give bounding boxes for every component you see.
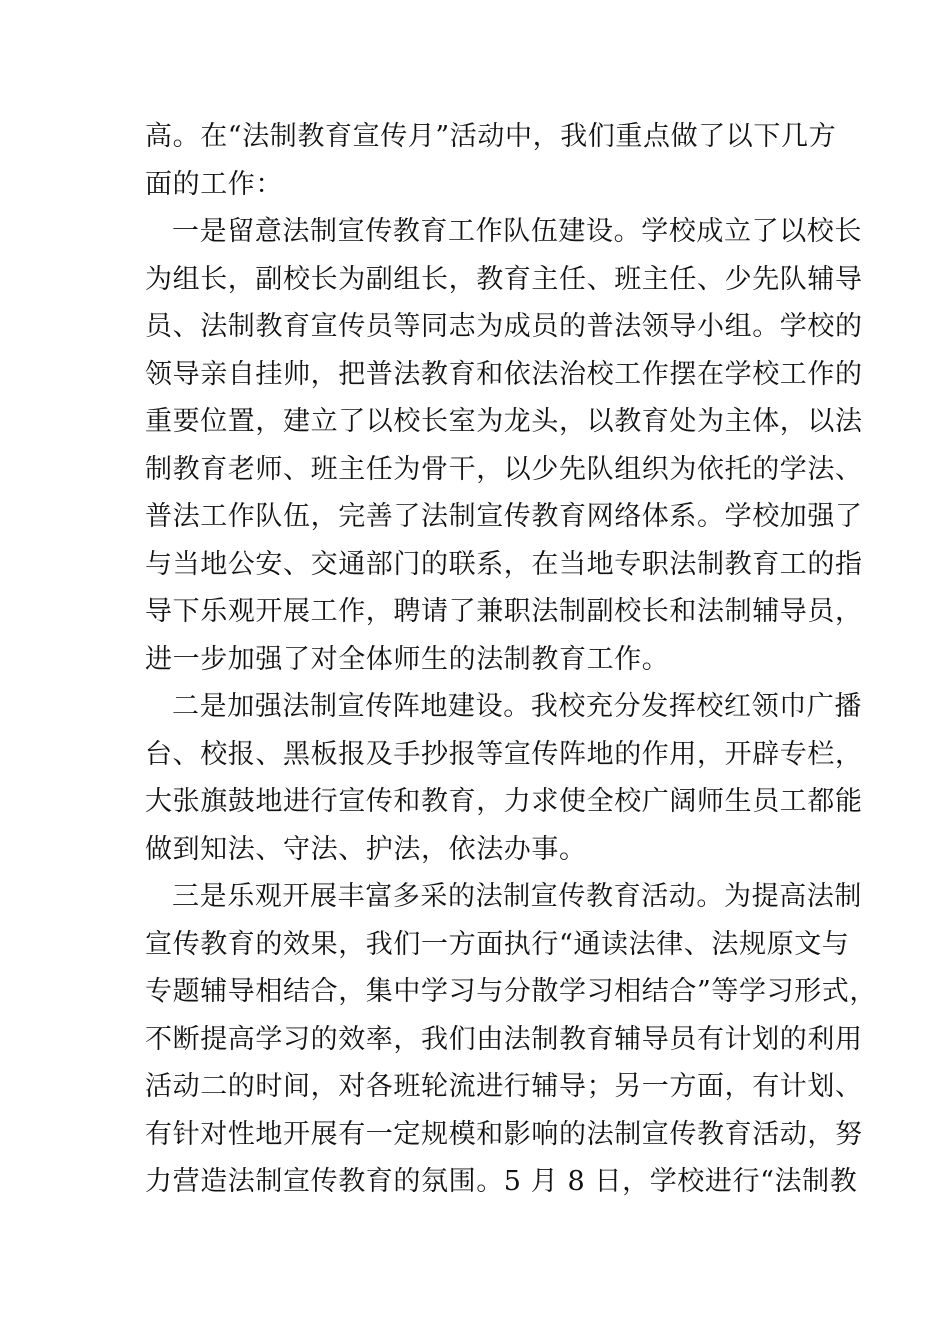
- text-line: 为组长，副校长为副组长，教育主任、班主任、少先队辅导: [145, 263, 863, 295]
- text-line: 重要位置，建立了以校长室为龙头，以教育处为主体，以法: [145, 406, 863, 437]
- document-body: [145, 113, 878, 1206]
- text-line: 员、法制教育宣传员等同志为成员的普法领导小组。学校的: [145, 311, 863, 342]
- text-line: 进一步加强了对全体师生的法制教育工作。: [145, 643, 670, 675]
- paragraph-start-line: 二是加强法制宣传阵地建设。我校充分发挥校红领巾广播: [172, 691, 862, 722]
- text-line: 台、校报、黑板报及手抄报等宣传阵地的作用，开辟专栏，: [145, 738, 863, 770]
- text-line: 做到知法、守法、护法，依法办事。: [145, 833, 587, 865]
- text-line: 不断提高学习的效率，我们由法制教育辅导员有计划的利用: [145, 1023, 863, 1055]
- text-line: 活动二的时间，对各班轮流进行辅导；另一方面，有计划、: [145, 1071, 863, 1102]
- text-line: 领导亲自挂帅，把普法教育和依法治校工作摆在学校工作的: [145, 358, 863, 390]
- text-line: 专题辅导相结合，集中学习与分散学习相结合”等学习形式，: [145, 976, 878, 1007]
- text-line: 导下乐观开展工作，聘请了兼职法制副校长和法制辅导员，: [145, 596, 863, 627]
- paragraph-start-line: 三是乐观开展丰富多采的法制宣传教育活动。为提高法制: [172, 881, 862, 912]
- text-line: 大张旗鼓地进行宣传和教育，力求使全校广阔师生员工都能: [145, 786, 863, 817]
- text-line: 面的工作：: [145, 168, 283, 200]
- text-line: 有针对性地开展有一定规模和影响的法制宣传教育活动，努: [145, 1118, 863, 1150]
- text-line: 力营造法制宣传教育的氛围。5 月 8 日，学校进行“法制教: [145, 1166, 858, 1197]
- text-line: 制教育老师、班主任为骨干，以少先队组织为依托的学法、: [145, 453, 863, 485]
- text-line: 宣传教育的效果，我们一方面执行“通读法律、法规原文与: [145, 928, 850, 960]
- text-line: 与当地公安、交通部门的联系，在当地专职法制教育工的指: [145, 548, 863, 580]
- paragraph-start-line: 一是留意法制宣传教育工作队伍建设。学校成立了以校长: [172, 216, 862, 247]
- text-line: 高。在“法制教育宣传月”活动中，我们重点做了以下几方: [145, 121, 837, 152]
- text-line: 普法工作队伍，完善了法制宣传教育网络体系。学校加强了: [145, 501, 863, 532]
